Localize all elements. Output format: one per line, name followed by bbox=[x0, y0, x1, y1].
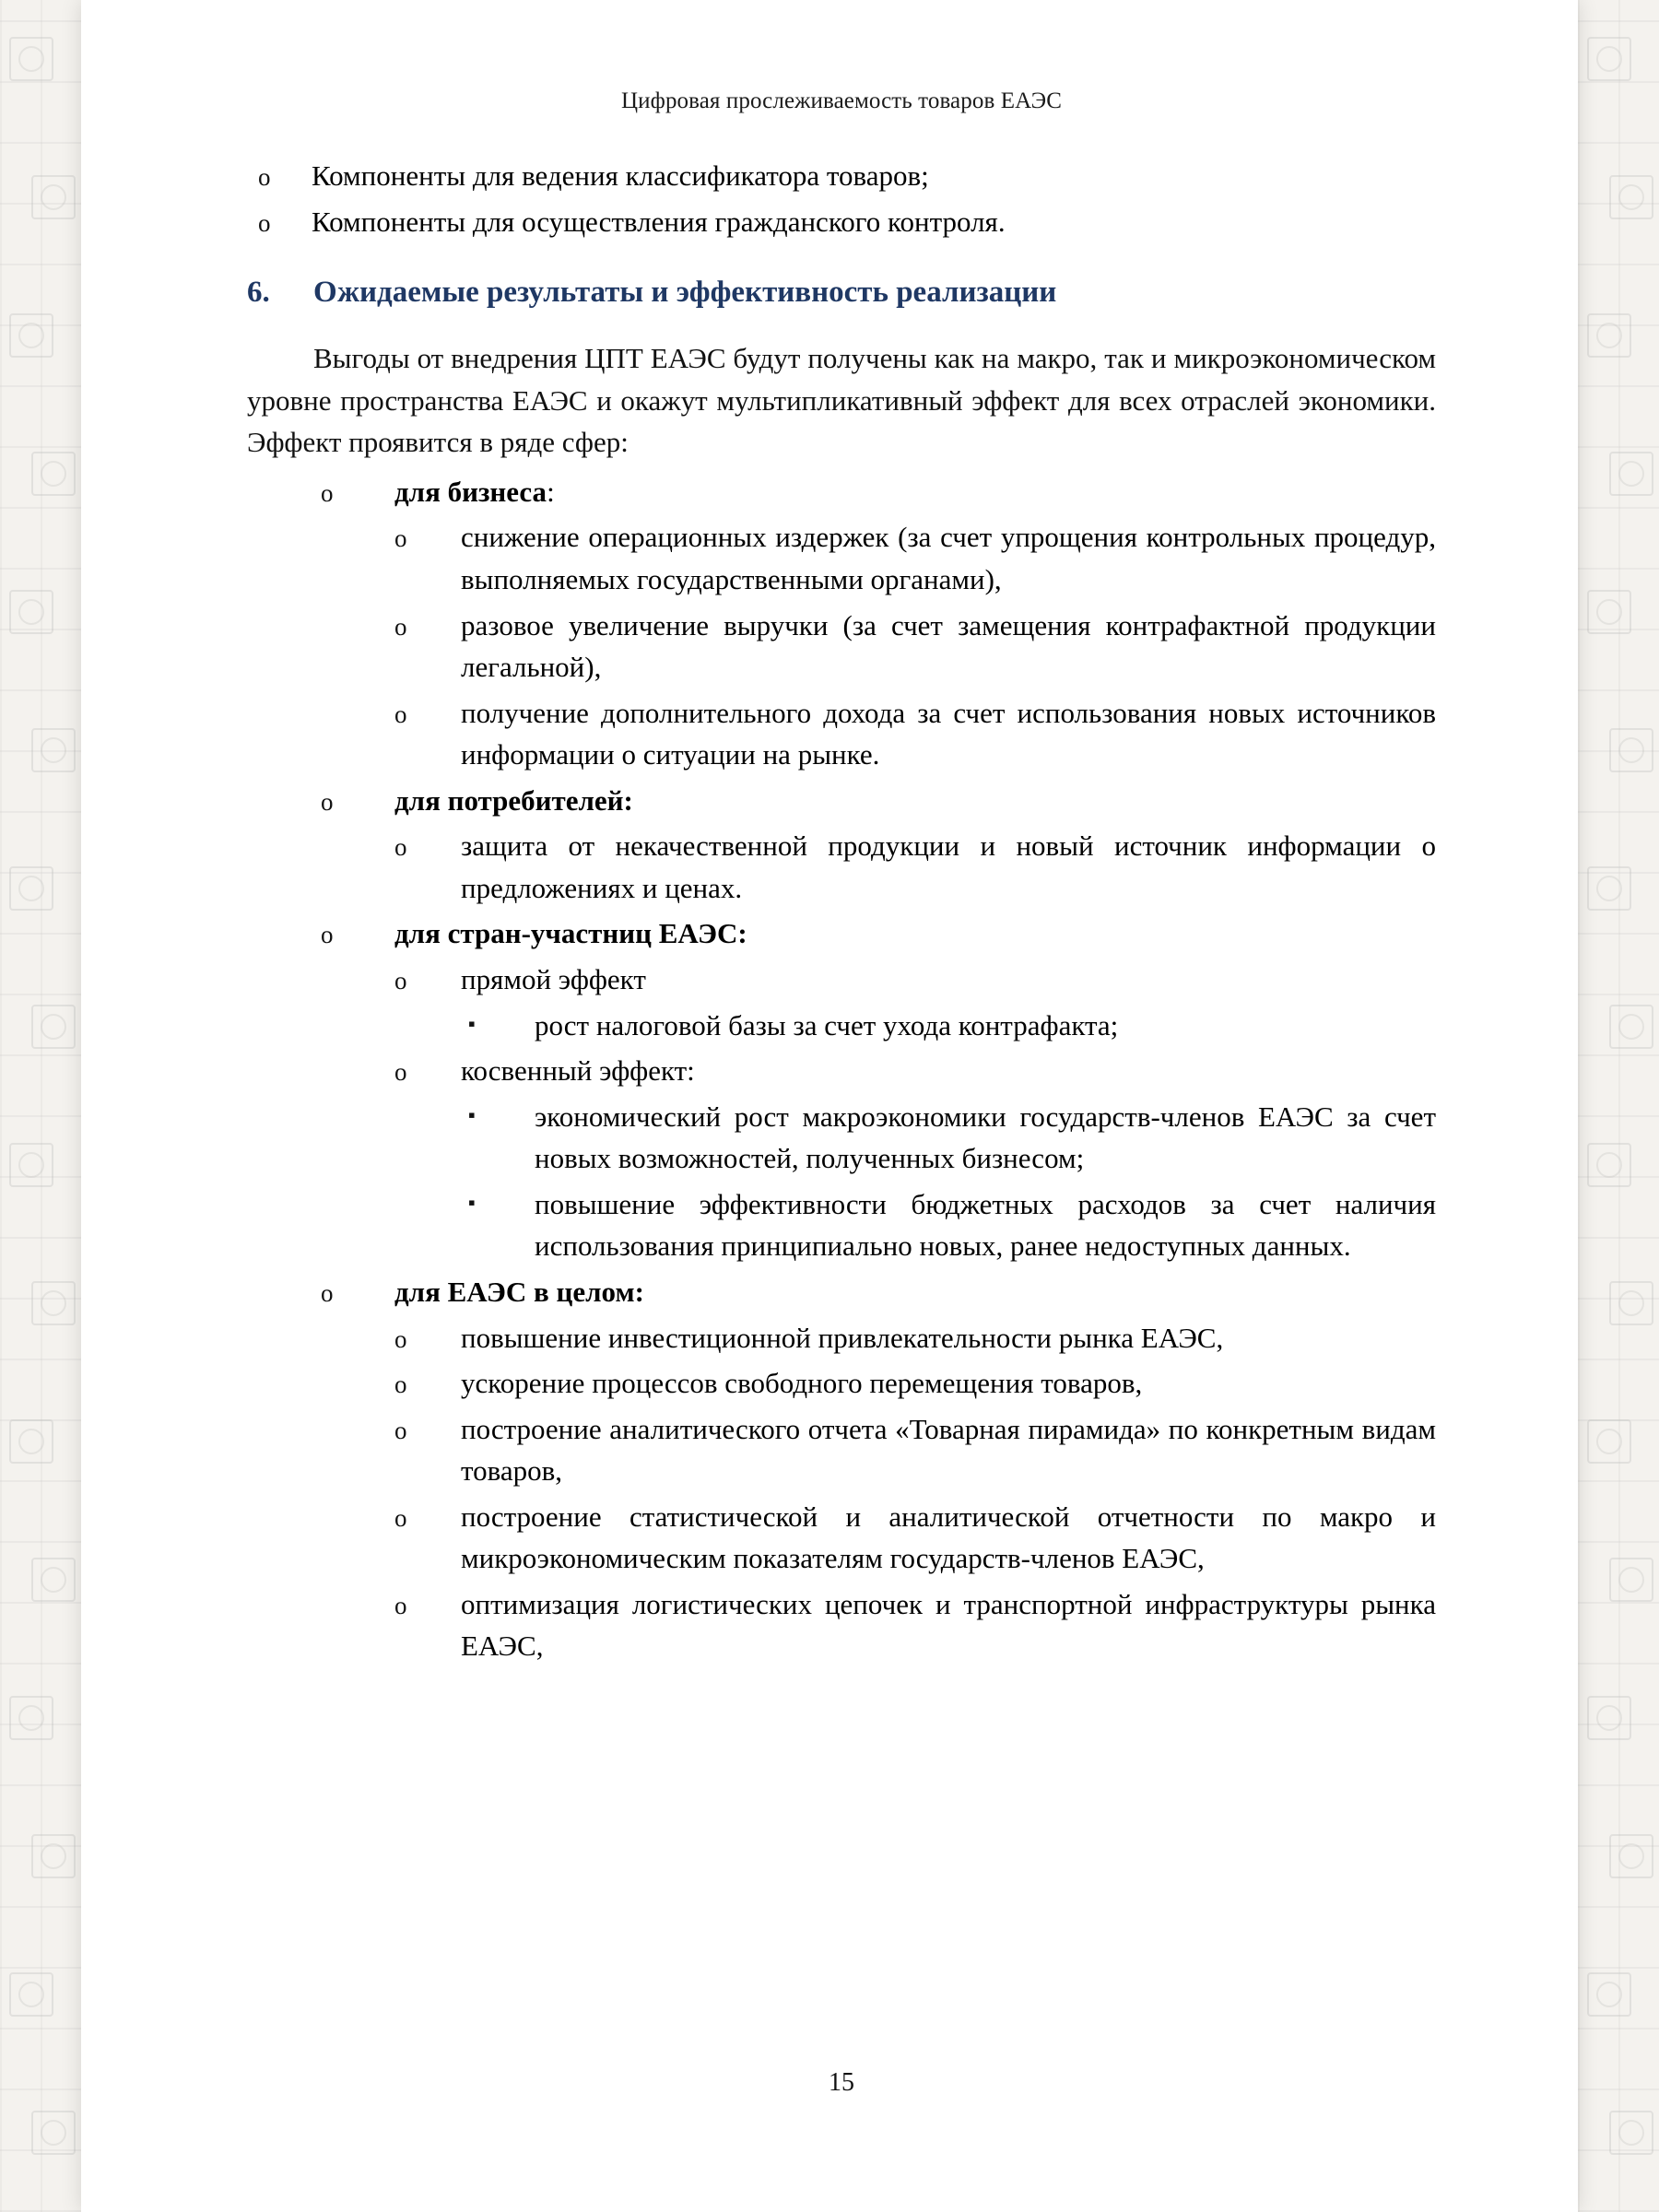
watermark-glyph-icon bbox=[9, 313, 53, 358]
list-item bbox=[468, 1096, 1436, 1180]
list-group-heading bbox=[321, 471, 1436, 513]
watermark-glyph-icon bbox=[31, 1281, 76, 1325]
watermark-glyph-icon bbox=[31, 175, 76, 219]
list-item-text: повышение эффективности бюджетных расходов за счет наличия использования принципиально новых, ранее недоступных данных. bbox=[535, 1187, 1436, 1263]
list-bullet: o bbox=[394, 1324, 407, 1353]
group-heading-bold: для бизнеса bbox=[394, 475, 547, 508]
list-group-heading-text bbox=[394, 471, 1436, 513]
list-item bbox=[394, 1408, 1436, 1492]
watermark-glyph-icon bbox=[1609, 1005, 1653, 1049]
page-sheet bbox=[81, 0, 1578, 2212]
watermark-glyph-icon bbox=[31, 1834, 76, 1878]
group-heading-bold: для потребителей: bbox=[394, 783, 633, 817]
list-bullet: o bbox=[321, 787, 334, 816]
list-item bbox=[468, 1183, 1436, 1267]
watermark-glyph-icon bbox=[1609, 2111, 1653, 2155]
watermark-glyph-icon bbox=[9, 1419, 53, 1464]
section-intro-paragraph: Выгоды от внедрения ЦПТ ЕАЭС будут получены как на макро, так и микроэкономическом уровне пространства ЕАЭС и окажут мультипликативный эффект для всех отраслей экономики. Эффект проявится в ряде сфер: bbox=[247, 342, 1436, 459]
watermark-glyph-icon bbox=[1609, 728, 1653, 772]
watermark-glyph-icon bbox=[1587, 37, 1631, 81]
list-item bbox=[394, 1583, 1436, 1667]
watermark-glyph-icon bbox=[1587, 1143, 1631, 1187]
list-item-text: построение аналитического отчета «Товарная пирамида» по конкретным видам товаров, bbox=[461, 1412, 1436, 1488]
list-bullet: o bbox=[394, 612, 407, 641]
list-item-text: разовое увеличение выручки (за счет замещения контрафактной продукции легальной), bbox=[461, 608, 1436, 684]
watermark-glyph-icon bbox=[1609, 452, 1653, 496]
list-item bbox=[394, 516, 1436, 600]
section-title: Ожидаемые результаты и эффективность реализации bbox=[313, 276, 1057, 310]
list-item bbox=[394, 1317, 1436, 1359]
list-bullet: o bbox=[394, 1591, 407, 1619]
list-item-text: оптимизация логистических цепочек и транспортной инфраструктуры рынка ЕАЭС, bbox=[461, 1587, 1436, 1663]
watermark-glyph-icon bbox=[1587, 1972, 1631, 2017]
list-group-heading-text bbox=[394, 1271, 1436, 1313]
list-bullet: o bbox=[394, 700, 407, 728]
list-bullet: o bbox=[321, 921, 334, 949]
watermark-glyph-icon bbox=[9, 866, 53, 911]
list-item bbox=[258, 155, 1436, 197]
list-bullet: o bbox=[394, 1058, 407, 1087]
watermark-glyph-icon bbox=[31, 452, 76, 496]
list-item bbox=[394, 1496, 1436, 1580]
watermark-glyph-icon bbox=[1587, 866, 1631, 911]
list-bullet: o bbox=[258, 208, 271, 237]
list-bullet: o bbox=[394, 1371, 407, 1399]
group-heading-bold: для стран-участниц ЕАЭС: bbox=[394, 917, 747, 950]
list-item-text: прямой эффект bbox=[461, 963, 646, 995]
section-heading bbox=[247, 276, 1436, 310]
watermark-glyph-icon bbox=[1609, 175, 1653, 219]
watermark-glyph-icon bbox=[1587, 590, 1631, 634]
list-item-text: повышение инвестиционной привлекательности рынка ЕАЭС, bbox=[461, 1321, 1224, 1354]
list-item-text: рост налоговой базы за счет ухода контрафакта; bbox=[535, 1008, 1119, 1041]
watermark-glyph-icon bbox=[1587, 1696, 1631, 1740]
list-item-text: построение статистической и аналитической отчетности по макро и микроэкономическим показателям государств-членов ЕАЭС, bbox=[461, 1500, 1436, 1575]
watermark-glyph-icon bbox=[9, 590, 53, 634]
list-item-text: Компоненты для ведения классификатора товаров; bbox=[312, 159, 929, 192]
group-heading-tail: : bbox=[547, 475, 555, 508]
list-item bbox=[394, 825, 1436, 909]
watermark-glyph-icon bbox=[9, 37, 53, 81]
list-item-text: ускорение процессов свободного перемещения товаров, bbox=[461, 1367, 1143, 1400]
list-item-text: экономический рост макроэкономики государств-членов ЕАЭС за счет новых возможностей, полученных бизнесом; bbox=[535, 1100, 1436, 1175]
list-bullet-square: ▪ bbox=[468, 1011, 476, 1035]
list-item bbox=[468, 1005, 1436, 1047]
watermark-glyph-icon bbox=[9, 1972, 53, 2017]
list-bullet-square: ▪ bbox=[468, 1102, 476, 1126]
list-bullet: o bbox=[321, 478, 334, 507]
list-item bbox=[394, 692, 1436, 776]
list-group-heading-text bbox=[394, 780, 1436, 822]
group-heading-bold: для ЕАЭС в целом: bbox=[394, 1275, 644, 1308]
running-head: Цифровая прослеживаемость товаров ЕАЭС bbox=[621, 88, 1062, 113]
list-bullet: o bbox=[394, 1503, 407, 1532]
watermark-glyph-icon bbox=[31, 1005, 76, 1049]
watermark-glyph-icon bbox=[1609, 1558, 1653, 1602]
watermark-glyph-icon bbox=[1587, 1419, 1631, 1464]
list-item bbox=[394, 959, 1436, 1001]
page-number: 15 bbox=[829, 2068, 854, 2097]
list-item-text: снижение операционных издержек (за счет упрощения контрольных процедур, выполняемых государственными органами), bbox=[461, 521, 1436, 595]
watermark-pattern-left bbox=[0, 0, 81, 2212]
list-item bbox=[394, 605, 1436, 688]
list-item-text: защита от некачественной продукции и новый источник информации о предложениях и ценах. bbox=[461, 830, 1436, 904]
watermark-glyph-icon bbox=[1587, 313, 1631, 358]
list-item-text: косвенный эффект: bbox=[461, 1054, 695, 1088]
list-bullet-square: ▪ bbox=[468, 1190, 476, 1214]
list-item-text: Компоненты для осуществления гражданского контроля. bbox=[312, 205, 1006, 238]
watermark-glyph-icon bbox=[9, 1696, 53, 1740]
section-number: 6. bbox=[247, 276, 270, 310]
watermark-pattern-right bbox=[1578, 0, 1659, 2212]
list-group-heading bbox=[321, 780, 1436, 822]
list-group-heading-text bbox=[394, 912, 1436, 955]
list-item bbox=[394, 1050, 1436, 1092]
watermark-glyph-icon bbox=[1609, 1834, 1653, 1878]
list-bullet: o bbox=[394, 967, 407, 994]
list-bullet: o bbox=[394, 524, 407, 553]
list-bullet: o bbox=[394, 833, 407, 862]
list-group-heading bbox=[321, 912, 1436, 955]
list-item bbox=[394, 1362, 1436, 1405]
list-bullet: o bbox=[258, 163, 271, 191]
watermark-glyph-icon bbox=[31, 1558, 76, 1602]
watermark-glyph-icon bbox=[1609, 1281, 1653, 1325]
list-bullet: o bbox=[321, 1278, 334, 1307]
watermark-glyph-icon bbox=[9, 1143, 53, 1187]
watermark-glyph-icon bbox=[31, 728, 76, 772]
list-bullet: o bbox=[394, 1416, 407, 1444]
watermark-glyph-icon bbox=[31, 2111, 76, 2155]
list-group-heading bbox=[321, 1271, 1436, 1313]
page-content bbox=[247, 88, 1436, 2097]
list-item bbox=[258, 201, 1436, 243]
list-item-text: получение дополнительного дохода за счет использования новых источников информации о ситуации на рынке. bbox=[461, 696, 1436, 771]
